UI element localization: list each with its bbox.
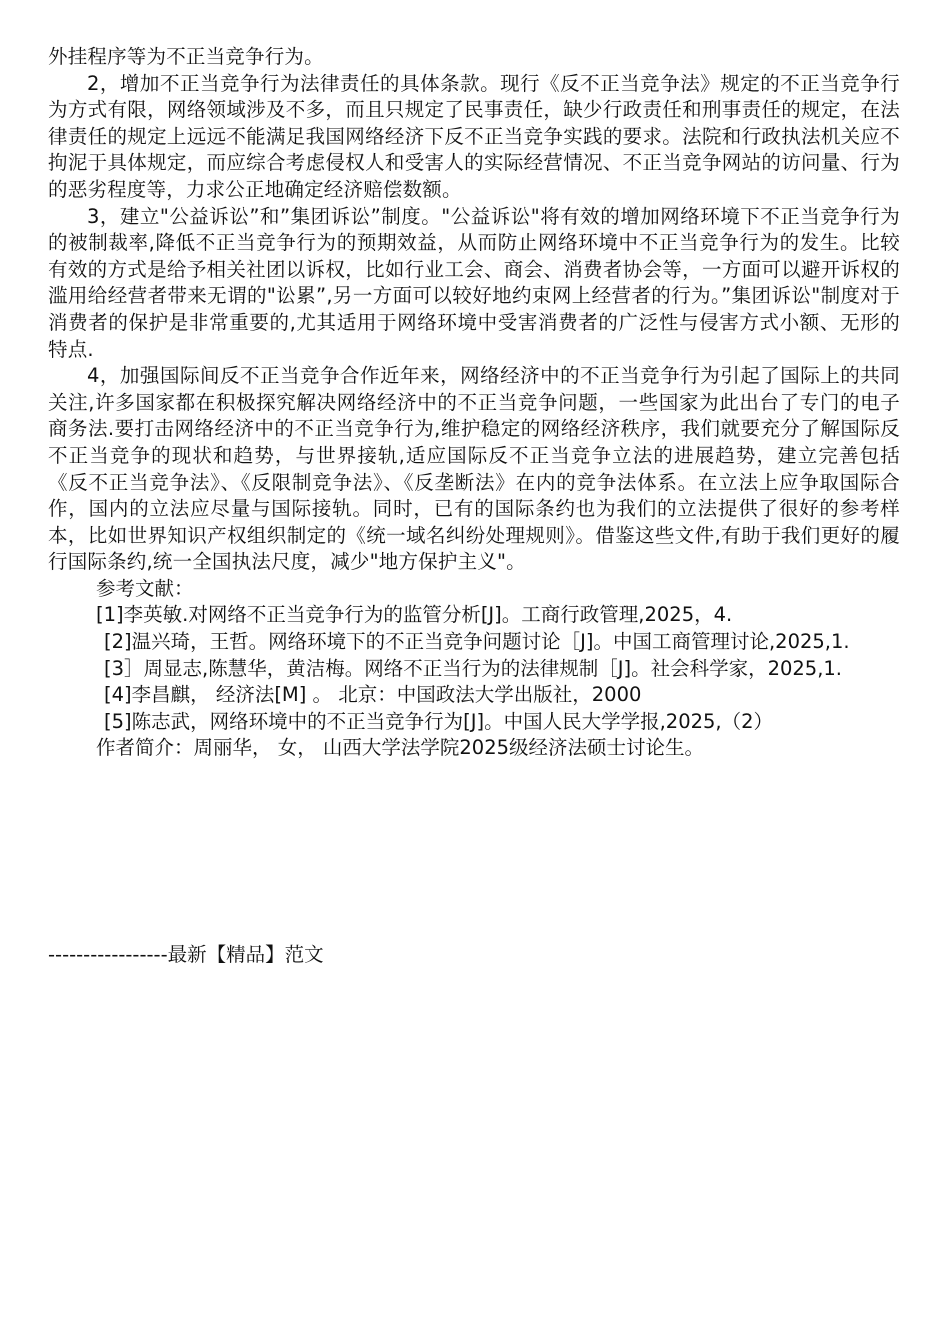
references-section [48, 576, 900, 736]
paragraph-international-cooperation: 4，加强国际间反不正当竞争合作近年来，网络经济中的不正当竞争行为引起了国际上的共同关注,许多国家都在积极探究解决网络经济中的不正当竞争问题，一些国家为此出台了专门的电子商务法.要打击网络经济中的不正当竞争行为,维护稳定的网络经济秩序，我们就要充分了解国际反不正当竞争的现状和趋势，与世界接轨,适应国际反不正当竞争立法的进展趋势，建立完善包括《反不正当竞争法》、《反限制竞争法》、《反垄断法》在内的竞争法体系。在立法上应争取国际合作，国内的立法应尽量与国际接轨。同时，已有的国际条约也为我们的立法提供了很好的参考样本，比如世界知识产权组织制定的《统一域名纠纷处理规则》。借鉴这些文件,有助于我们更好的履行国际条约,统一全国执法尺度，减少"地方保护主义"。 [48, 364, 900, 574]
author-bio: 作者简介：周丽华， 女， 山西大学法学院2025级经济法硕士讨论生。 [96, 736, 705, 760]
reference-item: [3］周显志,陈慧华，黄洁梅。网络不正当行为的法律规制［J]。社会科学家，2025,1. [104, 656, 843, 680]
reference-item: [5]陈志武，网络环境中的不正当竞争行为[J]。中国人民大学学报,2025,（2） [104, 709, 774, 733]
footer-banner: -----------------最新【精品】范文 [48, 943, 324, 966]
paragraph-continuation: 外挂程序等为不正当竞争行为。 [48, 45, 324, 68]
references-title: 参考文献： [96, 576, 194, 600]
reference-item: [4]李昌麒， 经济法[M] 。 北京：中国政法大学出版社，2000 [104, 683, 642, 707]
paragraph-legal-liability: 2，增加不正当竞争行为法律责任的具体条款。现行《反不正当竞争法》规定的不正当竞争行为方式有限，网络领域涉及不多，而且只规定了民事责任，缺少行政责任和刑事责任的规定，在法律责任的规定上远远不能满足我国网络经济下反不正当竞争实践的要求。法院和行政执法机关应不拘泥于具体规定，而应综合考虑侵权人和受害人的实际经营情况、不正当竞争网站的访问量、行为的恶劣程度等，力求公正地确定经济赔偿数额。 [48, 71, 900, 201]
reference-item: [2]温兴琦，王哲。网络环境下的不正当竞争问题讨论［J]。中国工商管理讨论,2025,1. [104, 630, 850, 654]
document-page [48, 44, 900, 762]
reference-item: [1]李英敏.对网络不正当竞争行为的监管分析[J]。工商行政管理,2025，4. [96, 603, 733, 627]
paragraph-public-interest-litigation: 3，建立"公益诉讼”和”集团诉讼”制度。"公益诉讼"将有效的增加网络环境下不正当竞争行为的被制裁率,降低不正当竞争行为的预期效益，从而防止网络环境中不正当竞争行为的发生。比较有效的方式是给予相关社团以诉权，比如行业工会、商会、消费者协会等，一方面可以避开诉权的滥用给经营者带来无谓的"讼累”,另一方面可以较好地约束网上经营者的行为。”集团诉讼"制度对于消费者的保护是非常重要的,尤其适用于网络环境中受害消费者的广泛性与侵害方式小额、无形的特点. [48, 204, 900, 361]
